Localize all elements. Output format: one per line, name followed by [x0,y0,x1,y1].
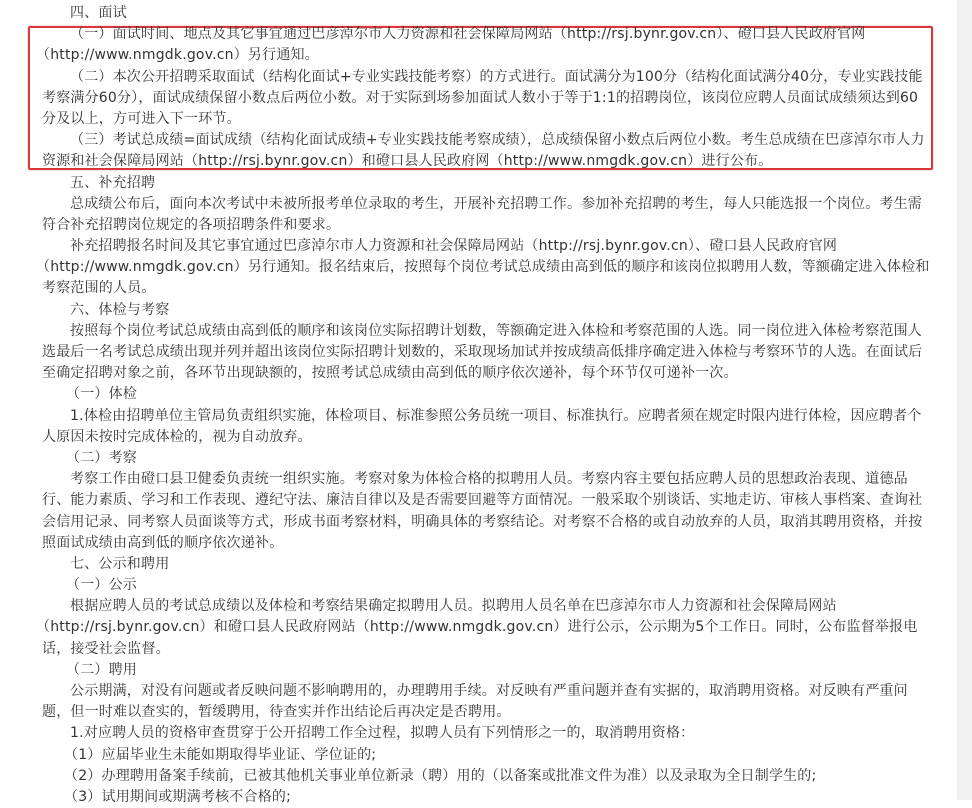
paragraph-line: 按照每个岗位考试总成绩由高到低的顺序和该岗位实际招聘计划数，等额确定进入体检和考察范围的人选。同一岗位进入体检考察范围人 [70,322,922,339]
paragraph-line: （三）考试总成绩=面试成绩（结构化面试成绩+专业实践技能考察成绩），总成绩保留小数点后两位小数。考生总成绩在巴彦淖尔市人力 [70,132,925,149]
paragraph-line: 分及以上，方可进入下一环节。 [42,110,241,127]
list-item: （2）办理聘用备案手续前，已被其他机关事业单位新录（聘）用的（以备案或批准文件为准）以及录取为全日制学生的; [64,767,817,784]
paragraph-line: 话，接受社会监督。 [42,640,170,657]
list-item: （3）试用期间或期满考核不合格的; [64,788,292,805]
document-content [36,3,930,808]
paragraph-line: 考察工作由磴口县卫健委负责统一组织实施。考察对象为体检合格的拟聘用人员。考察内容主要包括应聘人员的思想政治表现、道德品 [70,471,908,488]
paragraph-line: 总成绩公布后，面向本次考试中未被所报考单位录取的考生，开展补充招聘工作。参加补充招聘的考生，每人只能选报一个岗位。考生需 [70,195,922,212]
list-item: （1）应届毕业生未能如期取得毕业证、学位证的; [64,746,377,763]
paragraph-line: 公示期满，对没有问题或者反映问题不影响聘用的，办理聘用手续。对反映有严重问题并查有实据的，取消聘用资格。对反映有严重问 [70,683,908,699]
subheading-inspection: （二）考察 [66,449,137,466]
paragraph-line: 行、能力素质、学习和工作表现、遵纪守法、廉洁自律以及是否需要回避等方面情况。一般采取个别谈话、实地走访、审核人事档案、查询社 [42,492,923,509]
subheading-employment: （二）聘用 [66,661,137,678]
paragraph-line: 照面试成绩由高到低的顺序依次递补。 [42,534,284,551]
paragraph-line: 1.体检由招聘单位主管局负责组织实施，体检项目、标准参照公务员统一项目、标准执行。应聘者须在规定时限内进行体检，因应聘者个 [70,407,922,424]
section-heading-supplementary: 五、补充招聘 [70,174,156,191]
paragraph-line: 考察满分60分），面试成绩保留小数点后两位小数。对于实际到场参加面试人数小于等于1:1的招聘岗位，该岗位应聘人员面试成绩须达到60 [42,89,919,106]
paragraph-line: 至确定招聘对象之前，各环节出现缺额的，按照考试总成绩由高到低的顺序依次递补，每个环节仅可递补一次。 [42,365,738,382]
paragraph-line: （http://www.nmgdk.gov.cn）另行通知。报名结束后，按照每个岗位考试总成绩由高到低的顺序和该岗位拟聘用人数，等额确定进入体检和 [36,259,930,276]
subheading-physical-exam: （一）体检 [66,386,137,403]
section-heading-interview: 四、面试 [70,5,127,21]
paragraph-line: 选最后一名考试总成绩出现并列并超出该岗位实际招聘计划数的，采取现场加试并按成绩高低排序确定进入体检与考察环节的人选。在面试后 [42,344,923,360]
paragraph-line: （二）本次公开招聘采取面试（结构化面试+专业实践技能考察）的方式进行。面试满分为100分（结构化面试满分40分，专业实践技能 [70,68,923,85]
paragraph-line: 符合补充招聘岗位规定的各项招聘条件和要求。 [42,216,341,233]
paragraph-line: 会信用记录、同考察人员面谈等方式，形成书面考察材料，明确具体的考察结论。对考察不合格的或自动放弃的人员，取消其聘用资格，并按 [42,513,923,530]
paragraph-line: 1.对应聘人员的资格审查贯穿于公开招聘工作全过程，拟聘人员有下列情形之一的，取消聘用资格： [70,725,695,742]
section-heading-exam-review: 六、体检与考察 [70,301,170,318]
paragraph-line: （http://rsj.bynr.gov.cn）和磴口县人民政府网站（http://www.nmgdk.gov.cn）进行公示，公示期为5个工作日。同时，公布监督举报电 [36,619,918,636]
section-heading-publicity: 七、公示和聘用 [70,555,170,572]
vertical-scrollbar[interactable] [957,0,972,800]
paragraph-line: （一）面试时间、地点及其它事宜通过巴彦淖尔市人力资源和社会保障局网站（http://rsj.bynr.gov.cn）、磴口县人民政府官网 [70,26,866,43]
paragraph-line: 人原因未按时完成体检的，视为自动放弃。 [42,428,312,445]
paragraph-line: 补充招聘报名时间及其它事宜通过巴彦淖尔市人力资源和社会保障局网站（http://rsj.bynr.gov.cn）、磴口县人民政府官网 [70,238,838,255]
paragraph-line: 根据应聘人员的考试总成绩以及体检和考察结果确定拟聘用人员。拟聘用人员名单在巴彦淖尔市人力资源和社会保障局网站 [70,598,837,615]
subheading-publicity: （一）公示 [66,577,137,594]
paragraph-line: 考察范围的人员。 [42,280,156,297]
paragraph-line: 题，但一时难以查实的，暂缓聘用，待查实并作出结论后再决定是否聘用。 [42,704,511,721]
paragraph-line: （http://www.nmgdk.gov.cn）另行通知。 [36,47,319,64]
paragraph-line: 资源和社会保障局网站（http://rsj.bynr.gov.cn）和磴口县人民政府网（http://www.nmgdk.gov.cn）进行公布。 [42,153,773,170]
